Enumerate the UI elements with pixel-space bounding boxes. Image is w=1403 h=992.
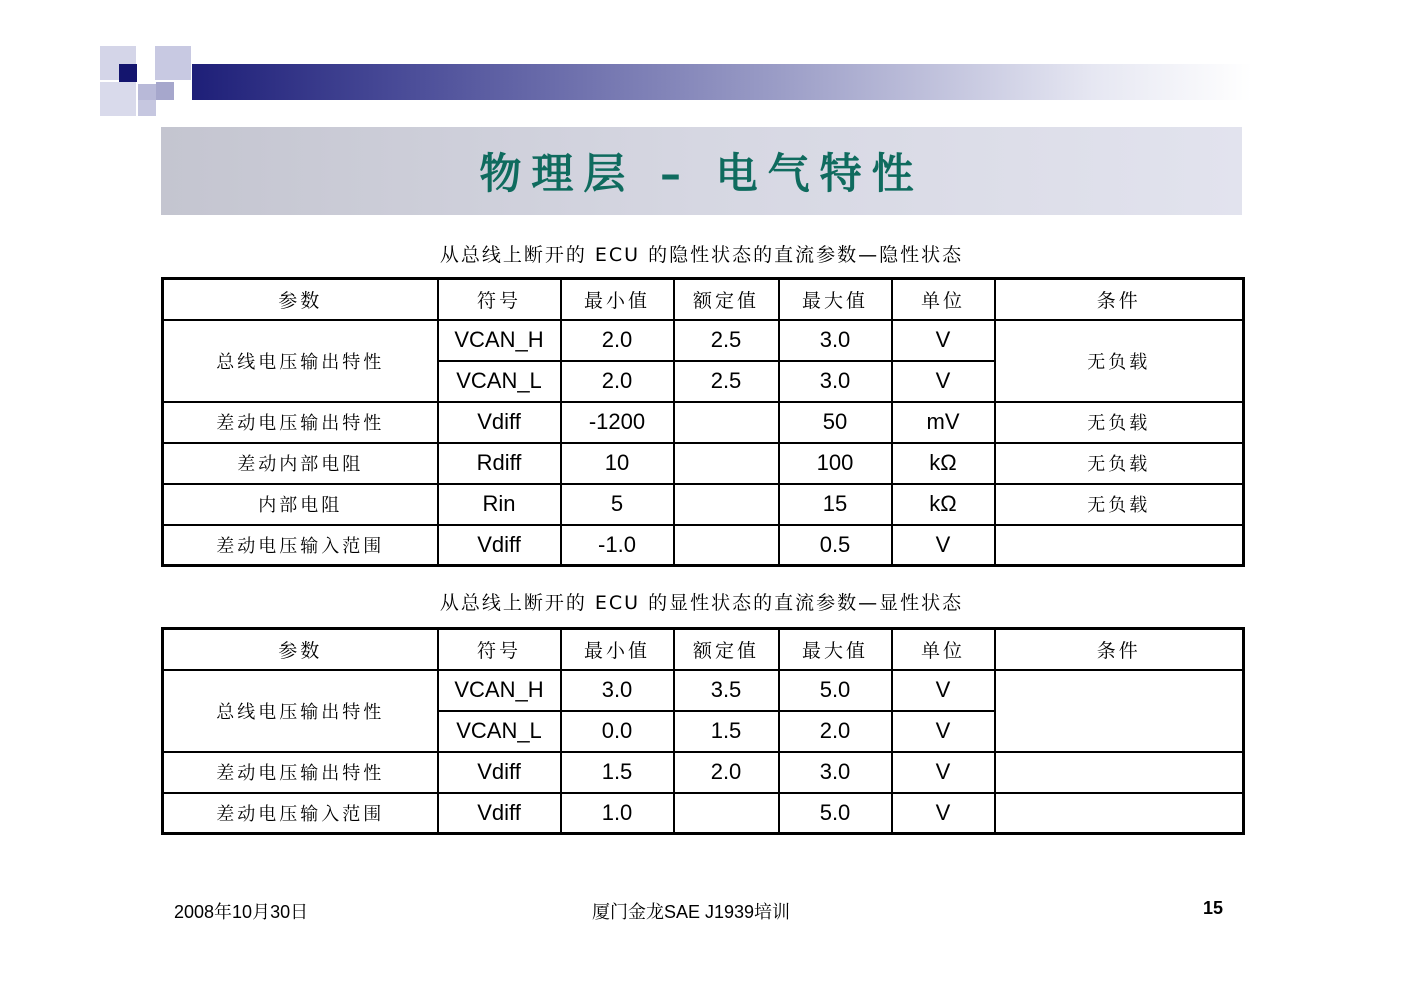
cell-unit: V [892,793,995,834]
cell-min: 1.5 [561,752,674,793]
cell-nom [674,793,779,834]
col-header-param: 参数 [163,279,438,320]
cell-nom: 1.5 [674,711,779,752]
cell-param: 差动电压输入范围 [163,525,438,566]
cell-nom [674,402,779,443]
cell-min: -1.0 [561,525,674,566]
deco-square-mid-2 [156,82,174,100]
cell-max: 5.0 [779,793,892,834]
cell-max: 0.5 [779,525,892,566]
table-row [163,402,1244,443]
cell-cond [995,752,1244,793]
cell-symbol: Vdiff [438,752,561,793]
cell-max: 100 [779,443,892,484]
cell-nom: 3.5 [674,670,779,711]
cell-param: 差动内部电阻 [163,443,438,484]
cell-param: 总线电压输出特性 [163,670,438,752]
col-header-cond: 条件 [995,279,1244,320]
deco-square-dark [119,64,137,82]
table-row [163,793,1244,834]
recessive-caption: 从总线上断开的 ECU 的隐性状态的直流参数—隐性状态 [439,244,964,266]
cell-nom [674,443,779,484]
page-title: 物理层 – 电气特性 [479,149,924,198]
col-header-param: 参数 [163,629,438,670]
cell-symbol: VCAN_L [438,361,561,402]
cell-cond: 无负载 [995,443,1244,484]
table-row [163,670,1244,711]
footer-center: 厦门金龙SAE J1939培训 [592,902,791,922]
deco-square-small [138,100,156,116]
cell-max: 2.0 [779,711,892,752]
cell-cond: 无负载 [995,484,1244,525]
cell-max: 3.0 [779,320,892,361]
table-row [163,752,1244,793]
cell-min: 1.0 [561,793,674,834]
col-header-nom: 额定值 [674,629,779,670]
cell-param: 总线电压输出特性 [163,320,438,402]
table-header-row [163,629,1244,670]
cell-nom [674,484,779,525]
cell-unit: V [892,525,995,566]
cell-cond: 无负载 [995,320,1244,402]
cell-symbol: Vdiff [438,525,561,566]
header-gradient-bar [192,64,1252,100]
cell-symbol: Rdiff [438,443,561,484]
page-number: 15 [1203,898,1224,918]
cell-cond [995,793,1244,834]
cell-min: 0.0 [561,711,674,752]
cell-max: 50 [779,402,892,443]
cell-min: 3.0 [561,670,674,711]
cell-unit: V [892,361,995,402]
col-header-min: 最小值 [561,279,674,320]
cell-max: 3.0 [779,752,892,793]
col-header-nom: 额定值 [674,279,779,320]
col-header-symbol: 符号 [438,629,561,670]
deco-square-light-3 [100,82,136,116]
cell-symbol: Vdiff [438,402,561,443]
cell-min: -1200 [561,402,674,443]
cell-unit: V [892,711,995,752]
cell-min: 10 [561,443,674,484]
col-header-max: 最大值 [779,629,892,670]
cell-param: 差动电压输出特性 [163,402,438,443]
footer-date: 2008年10月30日 [174,902,309,922]
cell-min: 2.0 [561,320,674,361]
cell-param: 内部电阻 [163,484,438,525]
cell-cond [995,670,1244,752]
cell-symbol: VCAN_H [438,320,561,361]
cell-max: 5.0 [779,670,892,711]
col-header-min: 最小值 [561,629,674,670]
cell-unit: V [892,670,995,711]
col-header-unit: 单位 [892,279,995,320]
cell-nom: 2.5 [674,361,779,402]
cell-symbol: Rin [438,484,561,525]
table-row [163,484,1244,525]
cell-max: 15 [779,484,892,525]
dominant-table [161,627,1245,835]
cell-param: 差动电压输出特性 [163,752,438,793]
recessive-table [161,277,1245,567]
cell-cond [995,525,1244,566]
cell-min: 5 [561,484,674,525]
cell-symbol: VCAN_H [438,670,561,711]
table-row [163,443,1244,484]
col-header-max: 最大值 [779,279,892,320]
cell-nom: 2.0 [674,752,779,793]
cell-param: 差动电压输入范围 [163,793,438,834]
cell-nom [674,525,779,566]
cell-symbol: Vdiff [438,793,561,834]
col-header-cond: 条件 [995,629,1244,670]
cell-unit: kΩ [892,484,995,525]
cell-cond: 无负载 [995,402,1244,443]
col-header-symbol: 符号 [438,279,561,320]
cell-unit: kΩ [892,443,995,484]
dominant-caption: 从总线上断开的 ECU 的显性状态的直流参数—显性状态 [439,592,964,614]
cell-min: 2.0 [561,361,674,402]
cell-nom: 2.5 [674,320,779,361]
deco-square-light-2 [155,46,191,80]
cell-unit: mV [892,402,995,443]
cell-unit: V [892,752,995,793]
col-header-unit: 单位 [892,629,995,670]
table-row [163,525,1244,566]
cell-max: 3.0 [779,361,892,402]
cell-unit: V [892,320,995,361]
cell-symbol: VCAN_L [438,711,561,752]
table-header-row [163,279,1244,320]
table-row [163,320,1244,361]
